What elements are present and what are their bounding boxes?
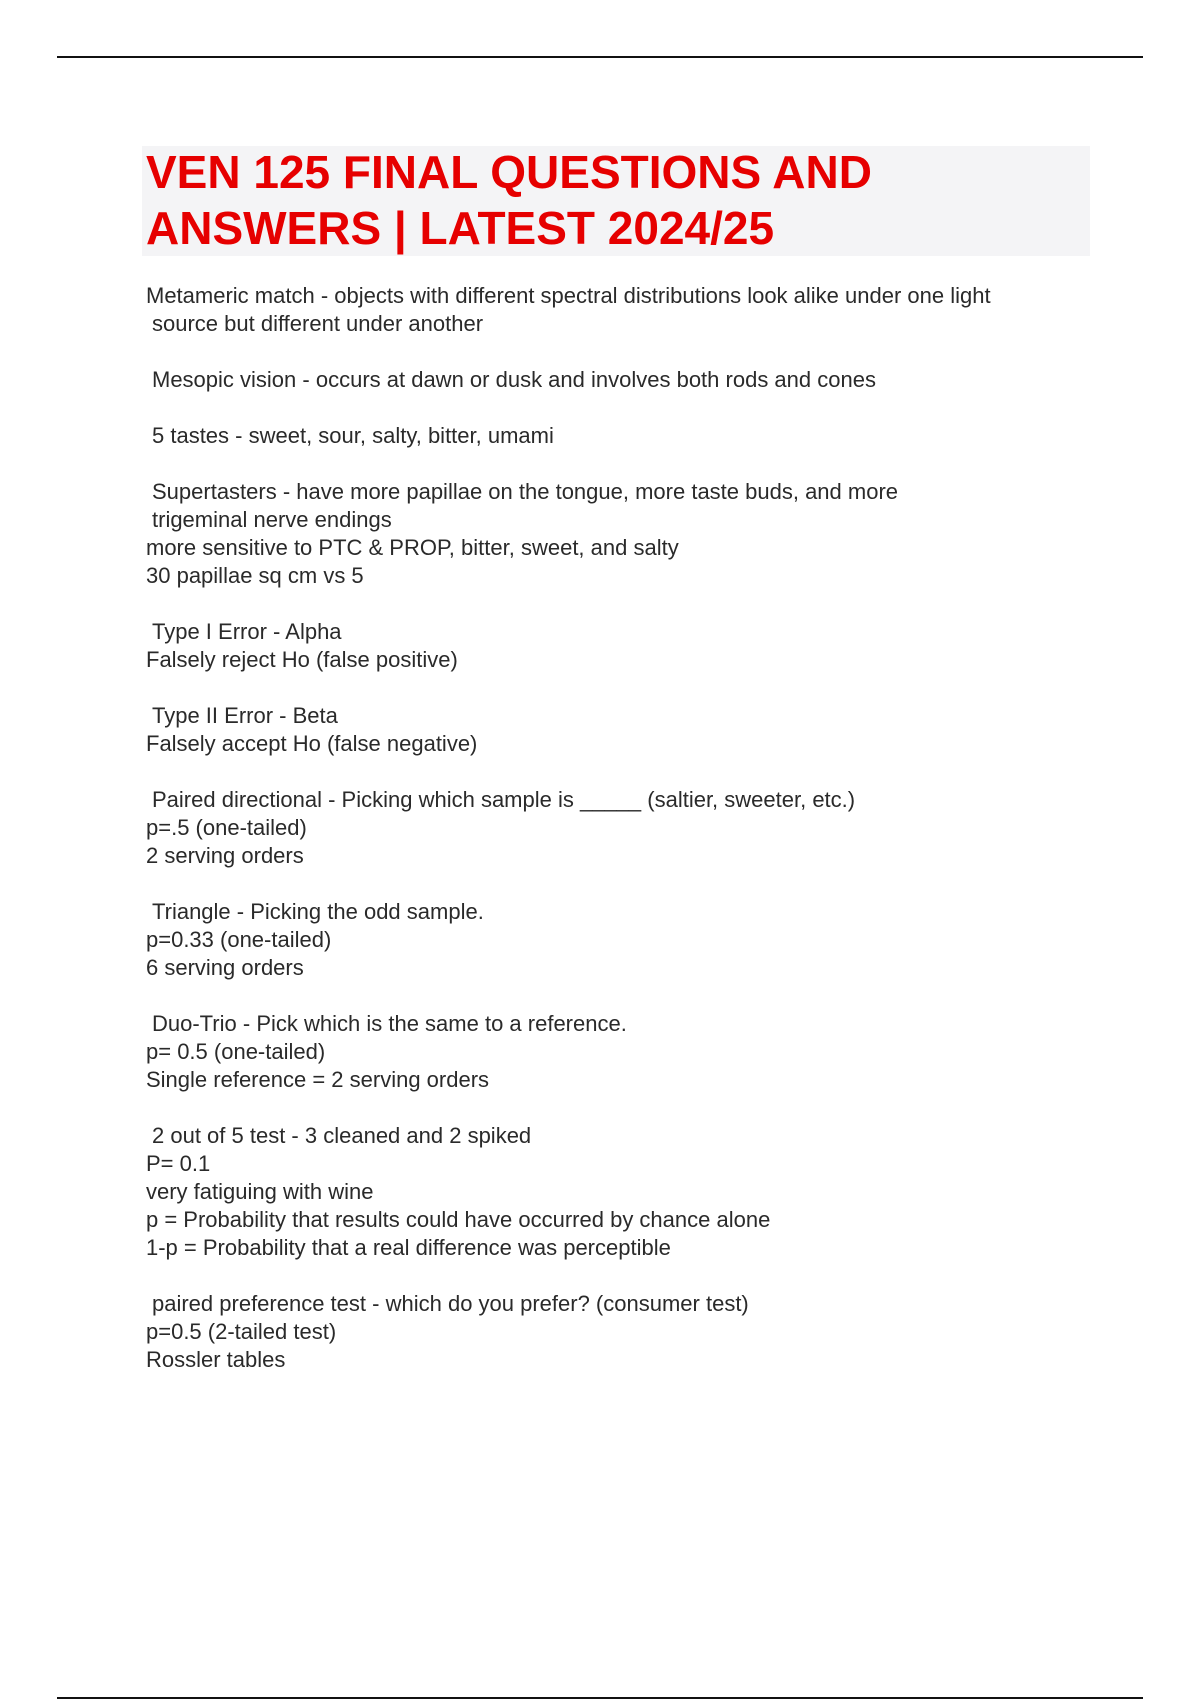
entry-definition: Alpha bbox=[285, 619, 342, 644]
entry-heading-line bbox=[146, 478, 1086, 506]
flashcard-entry bbox=[146, 898, 1086, 982]
term-separator: - bbox=[273, 703, 293, 728]
term-separator: - bbox=[285, 1123, 305, 1148]
entry-detail-line: Single reference = 2 serving orders bbox=[146, 1067, 490, 1092]
entry-detail-line: Falsely reject Ho (false positive) bbox=[146, 647, 458, 672]
entry-definition: sweet, sour, salty, bitter, umami bbox=[248, 423, 554, 448]
entry-heading-line bbox=[146, 1290, 1086, 1318]
entry-detail-line: very fatiguing with wine bbox=[146, 1179, 374, 1204]
entry-definition: 3 cleaned and 2 spiked bbox=[304, 1123, 532, 1148]
term-separator: - bbox=[321, 787, 342, 812]
entry-detail-line: 30 papillae sq cm vs 5 bbox=[146, 563, 364, 588]
flashcard-entry bbox=[146, 786, 1086, 870]
entry-term: Mesopic vision bbox=[152, 367, 297, 392]
entry-detail-line: p=0.5 (2-tailed test) bbox=[146, 1319, 337, 1344]
term-separator: - bbox=[366, 1291, 386, 1316]
entry-detail-line: 6 serving orders bbox=[146, 955, 304, 980]
page-title: VEN 125 FINAL QUESTIONS AND ANSWERS | LATEST 2024/25 bbox=[146, 146, 872, 254]
entry-definition: have more papillae on the tongue, more taste buds, and more bbox=[296, 479, 899, 504]
entry-heading-line bbox=[146, 422, 1086, 450]
term-separator: - bbox=[276, 479, 297, 504]
entry-heading-line bbox=[146, 702, 1086, 730]
entry-definition-continuation: source but different under another bbox=[152, 311, 484, 336]
term-separator: - bbox=[230, 899, 251, 924]
flashcard-entry bbox=[146, 1010, 1086, 1094]
flashcard-entry bbox=[146, 1290, 1086, 1374]
entry-detail-line: Rossler tables bbox=[146, 1347, 286, 1372]
entry-term: Type II Error bbox=[152, 703, 274, 728]
entry-heading-line bbox=[146, 786, 1086, 814]
entry-term: Type I Error bbox=[152, 619, 267, 644]
flashcard-entry bbox=[146, 366, 1086, 394]
entry-definition: which do you prefer? (consumer test) bbox=[385, 1291, 749, 1316]
entry-term: Duo-Trio bbox=[152, 1011, 237, 1036]
entry-term: Paired directional bbox=[152, 787, 322, 812]
flashcard-entry bbox=[146, 1122, 1086, 1262]
entry-term: Supertasters bbox=[152, 479, 277, 504]
entry-term: Metameric match bbox=[146, 283, 315, 308]
entry-detail-line: p = Probability that results could have occurred by chance alone bbox=[146, 1207, 771, 1232]
entry-detail-line: P= 0.1 bbox=[146, 1151, 211, 1176]
entry-heading-line bbox=[146, 1122, 1086, 1150]
entry-term: paired preference test bbox=[152, 1291, 367, 1316]
entry-detail-line: 1-p = Probability that a real difference was perceptible bbox=[146, 1235, 671, 1260]
entry-detail-line: p= 0.5 (one-tailed) bbox=[146, 1039, 326, 1064]
term-separator: - bbox=[314, 283, 335, 308]
flashcard-entry bbox=[146, 702, 1086, 758]
top-rule bbox=[57, 56, 1143, 58]
flashcard-entry bbox=[146, 282, 1086, 338]
entry-term: 5 tastes bbox=[152, 423, 230, 448]
term-separator: - bbox=[296, 367, 316, 392]
entry-heading-line bbox=[146, 618, 1086, 646]
term-separator: - bbox=[266, 619, 286, 644]
entry-definition: occurs at dawn or dusk and involves both rods and cones bbox=[315, 367, 876, 392]
entry-term: Triangle bbox=[152, 899, 231, 924]
entry-detail-line: p=.5 (one-tailed) bbox=[146, 815, 307, 840]
entry-definition: objects with different spectral distributions look alike under one light bbox=[334, 283, 991, 308]
flashcard-entry bbox=[146, 618, 1086, 674]
entry-heading-line bbox=[146, 1010, 1086, 1038]
entry-heading-line bbox=[146, 282, 1086, 310]
entry-term: 2 out of 5 test bbox=[152, 1123, 286, 1148]
flashcard-list bbox=[146, 282, 1086, 1402]
entry-heading-line bbox=[146, 898, 1086, 926]
entry-definition: Pick which is the same to a reference. bbox=[256, 1011, 627, 1036]
entry-detail-line: more sensitive to PTC & PROP, bitter, sweet, and salty bbox=[146, 535, 679, 560]
flashcard-entry bbox=[146, 422, 1086, 450]
entry-definition-continuation: trigeminal nerve endings bbox=[152, 507, 392, 532]
entry-definition: Picking which sample is _____ (saltier, sweeter, etc.) bbox=[341, 787, 856, 812]
bottom-rule bbox=[57, 1697, 1143, 1699]
flashcard-entry bbox=[146, 478, 1086, 590]
entry-definition: Beta bbox=[292, 703, 338, 728]
entry-heading-line bbox=[146, 366, 1086, 394]
term-separator: - bbox=[236, 1011, 257, 1036]
entry-detail-line: 2 serving orders bbox=[146, 843, 304, 868]
entry-detail-line: p=0.33 (one-tailed) bbox=[146, 927, 332, 952]
entry-detail-line: Falsely accept Ho (false negative) bbox=[146, 731, 478, 756]
entry-definition: Picking the odd sample. bbox=[250, 899, 484, 924]
term-separator: - bbox=[229, 423, 249, 448]
